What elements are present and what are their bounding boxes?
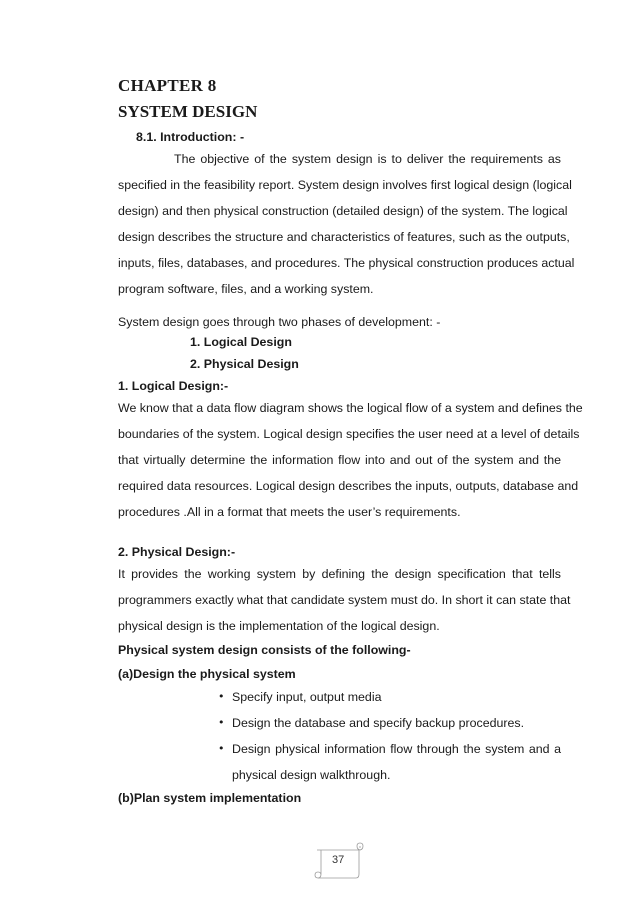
- phase-item: 2. Physical Design: [190, 357, 299, 371]
- paragraph-line: that virtually determine the information flow into and out of the system and the: [118, 453, 561, 467]
- chapter-title: SYSTEM DESIGN: [118, 102, 258, 121]
- bullet-text: Design the database and specify backup procedures.: [232, 716, 525, 730]
- paragraph-line: specified in the feasibility report. System design involves first logical design (logical: [118, 178, 572, 192]
- bullet-dot-icon: •: [218, 690, 225, 703]
- paragraph-line: inputs, files, databases, and procedures. The physical construction produces actual: [118, 256, 575, 270]
- paragraph-line: boundaries of the system. Logical design specifies the user need at a level of details: [118, 427, 580, 441]
- paragraph-line: design) and then physical construction (detailed design) of the system. The logical: [118, 204, 568, 218]
- paragraph-line: physical design is the implementation of the logical design.: [118, 619, 440, 633]
- bullet-text-continuation: physical design walkthrough.: [232, 768, 391, 782]
- subsection-b-heading: (b)Plan system implementation: [118, 791, 302, 805]
- phases-intro: System design goes through two phases of development: -: [118, 315, 441, 329]
- paragraph-line: We know that a data flow diagram shows the logical flow of a system and defines the: [118, 401, 583, 415]
- physical-consists-heading: Physical system design consists of the following-: [118, 643, 411, 657]
- logical-heading: 1. Logical Design:-: [118, 379, 229, 393]
- page-number: 37: [332, 854, 345, 866]
- bullet-text: Design physical information flow through the system and a: [232, 742, 561, 756]
- paragraph-line: programmers exactly what that candidate system must do. In short it can state that: [118, 593, 571, 607]
- bullet-dot-icon: •: [218, 742, 225, 755]
- physical-heading: 2. Physical Design:-: [118, 545, 236, 559]
- bullet-text: Specify input, output media: [232, 690, 382, 704]
- paragraph-line: The objective of the system design is to deliver the requirements as: [174, 152, 561, 166]
- intro-heading: 8.1. Introduction: -: [136, 130, 245, 144]
- paragraph-line: It provides the working system by defining the design specification that tells: [118, 567, 561, 581]
- bullet-dot-icon: •: [218, 716, 225, 729]
- paragraph-line: program software, files, and a working system.: [118, 282, 374, 296]
- paragraph-line: required data resources. Logical design describes the inputs, outputs, database and: [118, 479, 579, 493]
- paragraph-line: procedures .All in a format that meets the user’s requirements.: [118, 505, 461, 519]
- paragraph-line: design describes the structure and characteristics of features, such as the outputs,: [118, 230, 570, 244]
- subsection-a-heading: (a)Design the physical system: [118, 667, 296, 681]
- chapter-heading: CHAPTER 8: [118, 76, 217, 95]
- page-number-scroll: [313, 842, 367, 880]
- phase-item: 1. Logical Design: [190, 335, 292, 349]
